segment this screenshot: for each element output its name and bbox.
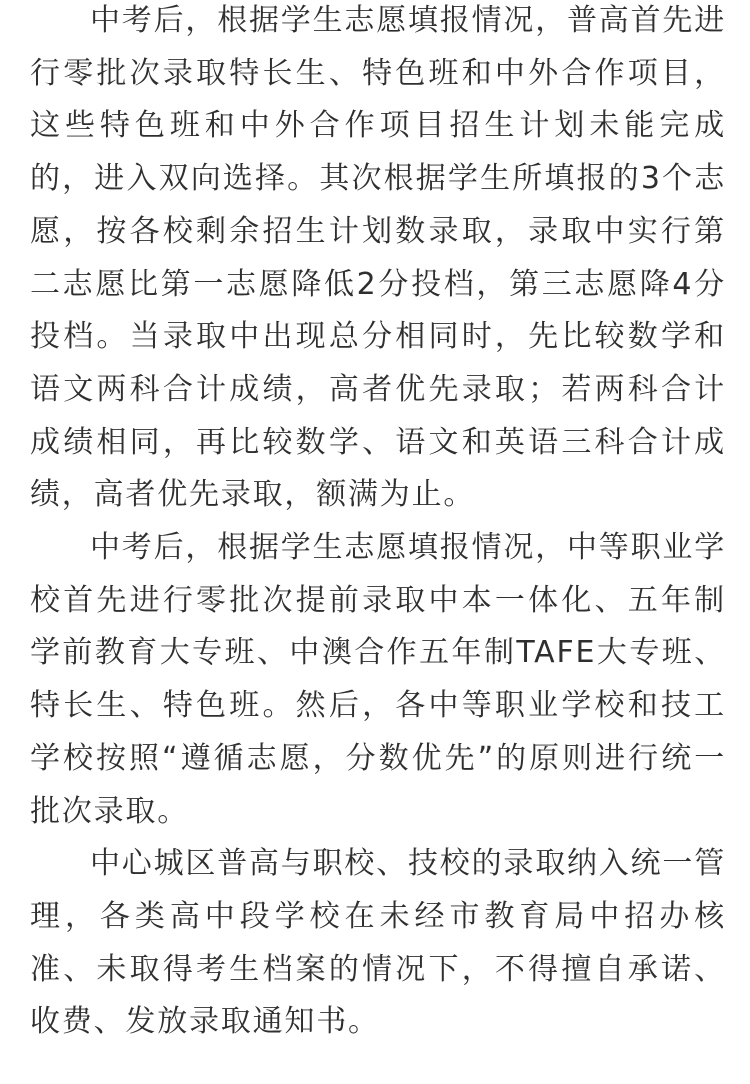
paragraph-unified-admission-management: 中心城区普高与职校、技校的录取纳入统一管理，各类高中段学校在未经市教育局中招办核准、未取得考生档案的情况下，不得擅自承诺、收费、发放录取通知书。	[30, 846, 726, 1040]
paragraph-vocational-school-admission: 中考后，根据学生志愿填报情况，中等职业学校首先进行零批次提前录取中本一体化、五年制学前教育大专班、中澳合作五年制TAFE大专班、特长生、特色班。然后，各中等职业学校和技工学校按照“遵循志愿，分数优先”的原则进行统一批次录取。	[30, 530, 726, 829]
paragraph-general-high-school-admission: 中考后，根据学生志愿填报情况，普高首先进行零批次录取特长生、特色班和中外合作项目，这些特色班和中外合作项目招生计划未能完成的，进入双向选择。其次根据学生所填报的3个志愿，按各校剩余招生计划数录取，录取中实行第二志愿比第一志愿降低2分投档，第三志愿降4分投档。当录取中出现总分相同时，先比较数学和语文两科合计成绩，高者优先录取；若两科合计成绩相同，再比较数学、语文和英语三科合计成绩，高者优先录取，额满为止。	[30, 3, 726, 513]
